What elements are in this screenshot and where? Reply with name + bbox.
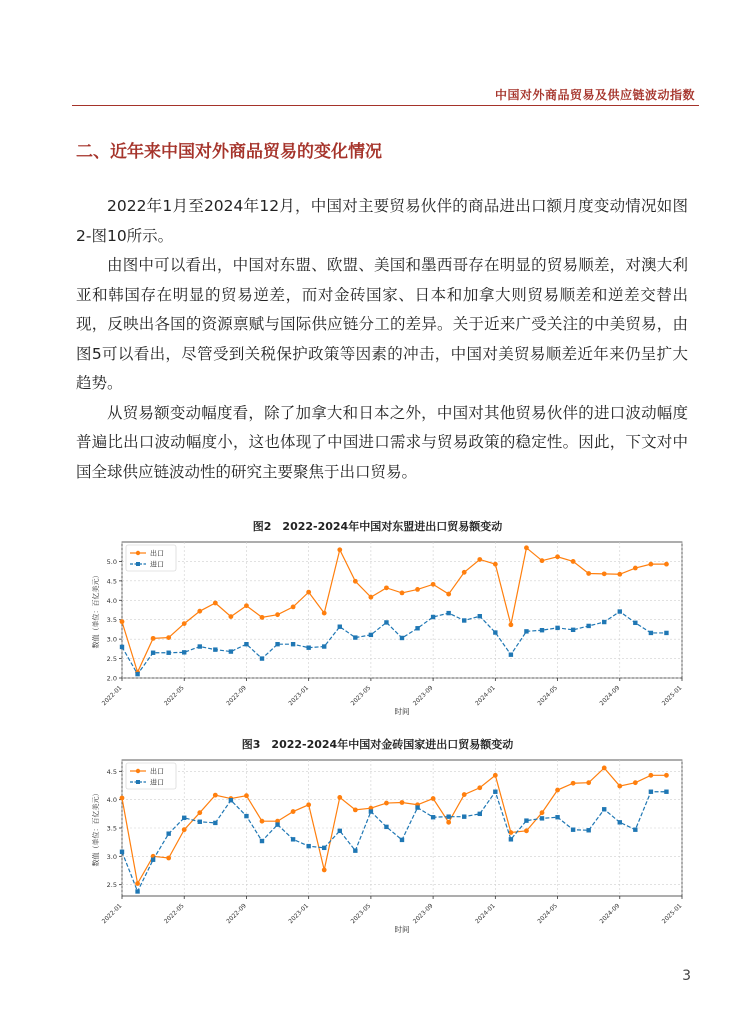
data-point <box>244 814 248 818</box>
data-point <box>400 800 405 805</box>
data-point <box>306 802 311 807</box>
section-title: 二、近年来中国对外商品贸易的变化情况 <box>76 142 382 162</box>
x-tick-label: 2024-01 <box>474 902 497 926</box>
x-tick-label: 2023-05 <box>349 684 373 708</box>
x-tick-label: 2024-09 <box>598 684 622 708</box>
data-point <box>135 889 139 893</box>
data-point <box>618 609 622 613</box>
data-point <box>198 820 202 824</box>
x-tick-label: 2022-05 <box>162 902 186 926</box>
data-point <box>509 652 513 656</box>
data-point <box>275 642 279 646</box>
data-point <box>602 807 606 811</box>
data-point <box>664 562 669 567</box>
x-tick-label: 2024-05 <box>536 684 559 708</box>
x-tick-label: 2024-09 <box>598 902 622 926</box>
legend-label: 进口 <box>150 778 164 787</box>
figure-2-title: 图2 2022-2024年中国对东盟进出口贸易额变动 <box>252 520 503 533</box>
data-point <box>586 828 590 832</box>
data-point <box>555 788 560 793</box>
data-point <box>369 809 373 813</box>
figure-3-title: 图3 2022-2024年中国对金砖国家进出口贸易额变动 <box>241 738 514 751</box>
data-point <box>197 810 202 815</box>
data-point <box>477 557 482 562</box>
data-point <box>493 630 497 634</box>
data-point <box>571 628 575 632</box>
data-point <box>540 558 545 563</box>
y-axis-label: 数值（单位：百亿美元） <box>92 789 100 867</box>
data-point <box>322 868 327 873</box>
legend-label: 出口 <box>150 549 164 558</box>
y-tick-label: 3.5 <box>106 616 117 625</box>
x-tick-label: 2024-05 <box>536 902 559 926</box>
data-point <box>166 635 171 640</box>
data-point <box>446 592 451 597</box>
data-point <box>353 848 357 852</box>
data-point <box>509 837 513 841</box>
data-point <box>540 810 545 815</box>
data-point <box>322 846 326 850</box>
data-point <box>151 651 155 655</box>
data-point <box>446 814 450 818</box>
data-point <box>291 837 295 841</box>
data-point <box>213 601 218 606</box>
data-point <box>260 615 265 620</box>
data-point <box>524 629 528 633</box>
data-point <box>446 611 450 615</box>
data-point <box>151 858 155 862</box>
y-tick-label: 2.0 <box>106 674 117 683</box>
data-point <box>306 645 310 649</box>
x-tick-label: 2024-01 <box>474 684 497 708</box>
running-header-title: 中国对外商品贸易及供应链波动指数 <box>494 88 695 102</box>
data-point <box>571 559 576 564</box>
page-number: 3 <box>682 968 691 984</box>
legend-marker <box>136 562 140 566</box>
data-point <box>524 545 529 550</box>
data-point <box>462 792 467 797</box>
data-point <box>120 645 124 649</box>
x-tick-label: 2023-09 <box>411 684 435 708</box>
y-tick-label: 4.5 <box>106 577 117 586</box>
data-point <box>431 796 436 801</box>
figure-3-chart <box>84 752 704 936</box>
data-point <box>120 796 125 801</box>
data-point <box>338 625 342 629</box>
data-point <box>415 626 419 630</box>
legend-label: 进口 <box>150 560 164 569</box>
x-tick-label: 2023-05 <box>349 902 373 926</box>
data-point <box>555 815 559 819</box>
data-point <box>649 631 653 635</box>
data-point <box>291 604 296 609</box>
data-point <box>275 822 279 826</box>
data-point <box>493 773 498 778</box>
data-point <box>633 566 638 571</box>
legend-label: 出口 <box>150 767 164 776</box>
data-point <box>182 827 187 832</box>
x-tick-label: 2023-01 <box>287 684 311 708</box>
data-point <box>478 812 482 816</box>
data-point <box>353 579 358 584</box>
x-tick-label: 2023-09 <box>411 902 435 926</box>
data-point <box>229 649 233 653</box>
legend-marker <box>136 551 140 555</box>
data-point <box>384 825 388 829</box>
y-tick-label: 3.0 <box>106 852 117 861</box>
data-point <box>478 614 482 618</box>
data-point <box>540 628 544 632</box>
x-tick-label: 2022-01 <box>100 684 124 708</box>
x-tick-label: 2022-05 <box>162 684 186 708</box>
data-point <box>244 642 248 646</box>
data-point <box>228 614 233 619</box>
data-point <box>260 656 264 660</box>
data-point <box>198 644 202 648</box>
data-point <box>446 820 451 825</box>
data-point <box>337 547 342 552</box>
data-point <box>213 793 218 798</box>
data-point <box>431 582 436 587</box>
data-point <box>384 620 388 624</box>
data-point <box>462 618 466 622</box>
data-point <box>602 620 606 624</box>
data-point <box>166 856 171 861</box>
y-tick-label: 5.0 <box>106 557 117 566</box>
data-point <box>260 819 265 824</box>
data-point <box>508 622 513 627</box>
data-point <box>524 828 529 833</box>
data-point <box>571 781 576 786</box>
data-point <box>400 636 404 640</box>
data-point <box>664 773 669 778</box>
data-point <box>633 828 637 832</box>
data-point <box>555 554 560 559</box>
data-point <box>166 831 170 835</box>
data-point <box>151 636 156 641</box>
data-point <box>197 609 202 614</box>
data-point <box>664 790 668 794</box>
y-tick-label: 4.5 <box>106 767 117 776</box>
data-point <box>306 844 310 848</box>
x-tick-label: 2022-09 <box>225 902 248 926</box>
data-point <box>664 631 668 635</box>
legend-marker <box>136 769 140 773</box>
data-point <box>400 591 405 596</box>
paragraph: 从贸易额变动幅度看，除了加拿大和日本之外，中国对其他贸易伙伴的进口波动幅度普遍比出口波动幅度小，这也体现了中国进口需求与贸易政策的稳定性。因此，下文对中国全球供应链波动性的研究主要聚焦于出口贸易。 <box>76 403 688 481</box>
data-point <box>431 815 435 819</box>
y-tick-label: 2.5 <box>106 655 117 664</box>
legend <box>126 545 176 571</box>
data-point <box>415 805 419 809</box>
data-point <box>524 818 528 822</box>
data-point <box>213 821 217 825</box>
data-point <box>618 820 622 824</box>
x-tick-label: 2025-01 <box>660 902 684 926</box>
header-rule <box>72 105 699 106</box>
data-point <box>369 633 373 637</box>
data-point <box>337 795 342 800</box>
data-point <box>182 621 187 626</box>
data-point <box>275 612 280 617</box>
y-axis-label: 数值（单位：百亿美元） <box>92 571 100 649</box>
data-point <box>477 785 482 790</box>
data-point <box>244 793 249 798</box>
y-tick-label: 4.0 <box>106 796 117 805</box>
data-point <box>135 672 139 676</box>
y-tick-label: 3.5 <box>106 824 117 833</box>
legend <box>126 763 176 789</box>
figure-2-chart <box>84 534 704 718</box>
data-point <box>633 621 637 625</box>
data-point <box>415 587 420 592</box>
data-point <box>617 572 622 577</box>
data-point <box>617 784 622 789</box>
data-point <box>353 635 357 639</box>
data-point <box>602 571 607 576</box>
data-point <box>648 562 653 567</box>
y-tick-label: 4.0 <box>106 596 117 605</box>
data-point <box>493 562 498 567</box>
paragraph: 2022年1月至2024年12月，中国对主要贸易伙伴的商品进出口额月度变动情况如图2-图10所示。 <box>76 197 688 245</box>
paragraph: 由图中可以看出，中国对东盟、欧盟、美国和墨西哥存在明显的贸易顺差，对澳大利亚和韩国存在明显的贸易逆差，而对金砖国家、日本和加拿大则贸易顺差和逆差交替出现，反映出各国的资源禀赋与国际供应链分工的差异。关于近来广受关注的中美贸易，由图5可以看出，尽管受到关税保护政策等因素的冲击，中国对美贸易顺差近年来仍呈扩大趋势。 <box>76 256 688 392</box>
x-tick-label: 2025-01 <box>660 684 684 708</box>
data-point <box>182 816 186 820</box>
data-point <box>555 626 559 630</box>
data-point <box>586 624 590 628</box>
data-point <box>182 650 186 654</box>
data-point <box>462 570 467 575</box>
data-point <box>649 790 653 794</box>
legend-marker <box>136 780 140 784</box>
data-point <box>648 773 653 778</box>
x-axis-label: 时间 <box>394 707 410 716</box>
data-point <box>166 651 170 655</box>
figure-3-svg <box>84 752 704 936</box>
body-text <box>76 192 688 487</box>
data-point <box>229 798 233 802</box>
data-point <box>353 807 358 812</box>
data-point <box>213 647 217 651</box>
data-point <box>338 829 342 833</box>
data-point <box>291 809 296 814</box>
x-tick-label: 2022-09 <box>225 684 248 708</box>
x-axis-label: 时间 <box>394 925 410 934</box>
data-point <box>540 816 544 820</box>
x-tick-label: 2022-01 <box>100 902 124 926</box>
data-point <box>322 611 327 616</box>
data-point <box>633 780 638 785</box>
data-point <box>571 828 575 832</box>
y-tick-label: 3.0 <box>106 635 117 644</box>
figure-2-svg <box>84 534 704 718</box>
data-point <box>493 790 497 794</box>
data-point <box>120 619 125 624</box>
data-point <box>384 585 389 590</box>
plot-frame <box>122 542 682 678</box>
data-point <box>462 814 466 818</box>
data-point <box>586 571 591 576</box>
data-point <box>384 801 389 806</box>
data-point <box>602 766 607 771</box>
data-point <box>368 595 373 600</box>
data-point <box>322 644 326 648</box>
data-point <box>586 780 591 785</box>
data-point <box>135 881 140 886</box>
y-tick-label: 2.5 <box>106 881 117 890</box>
data-point <box>431 615 435 619</box>
data-point <box>244 603 249 608</box>
data-point <box>120 850 124 854</box>
x-tick-label: 2023-01 <box>287 902 311 926</box>
data-point <box>260 839 264 843</box>
data-point <box>306 590 311 595</box>
data-point <box>291 642 295 646</box>
data-point <box>400 838 404 842</box>
